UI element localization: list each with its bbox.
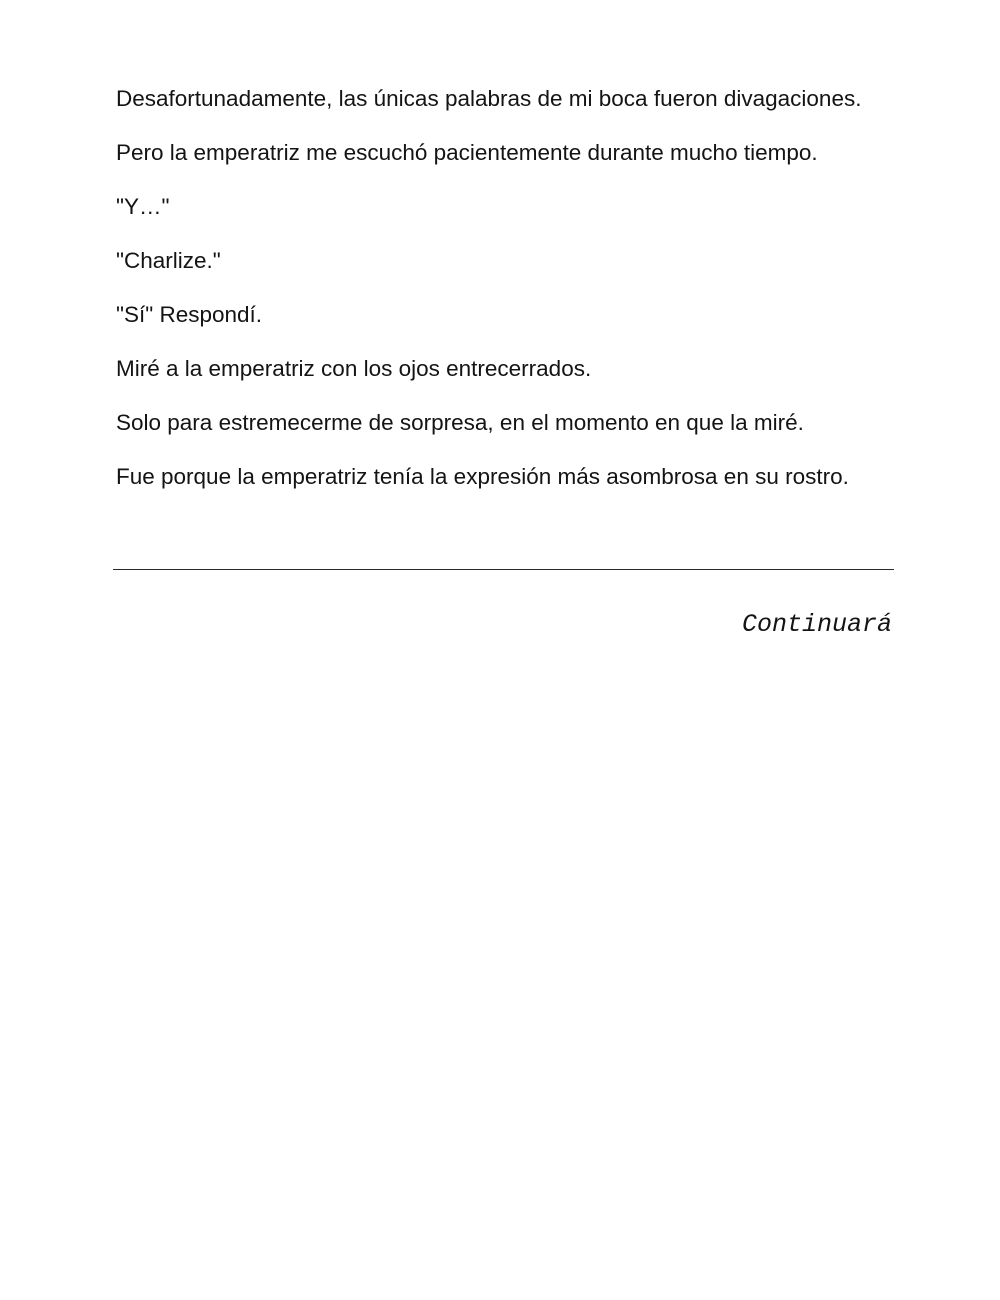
paragraph-2: Pero la emperatriz me escuchó pacientemente durante mucho tiempo. xyxy=(116,140,818,165)
paragraph-4: "Charlize." xyxy=(116,248,221,273)
horizontal-divider xyxy=(113,569,894,570)
continue-label: Continuará xyxy=(741,610,892,639)
paragraph-5: "Sí" Respondí. xyxy=(116,302,263,327)
paragraph-7: Solo para estremecerme de sorpresa, en el momento en que la miré. xyxy=(116,410,804,435)
paragraph-6: Miré a la emperatriz con los ojos entrecerrados. xyxy=(116,356,592,381)
paragraph-8: Fue porque la emperatriz tenía la expresión más asombrosa en su rostro. xyxy=(116,464,849,489)
paragraph-1: Desafortunadamente, las únicas palabras de mi boca fueron divagaciones. xyxy=(116,86,862,111)
paragraph-3: "Y…" xyxy=(116,194,170,219)
story-text xyxy=(116,82,906,514)
